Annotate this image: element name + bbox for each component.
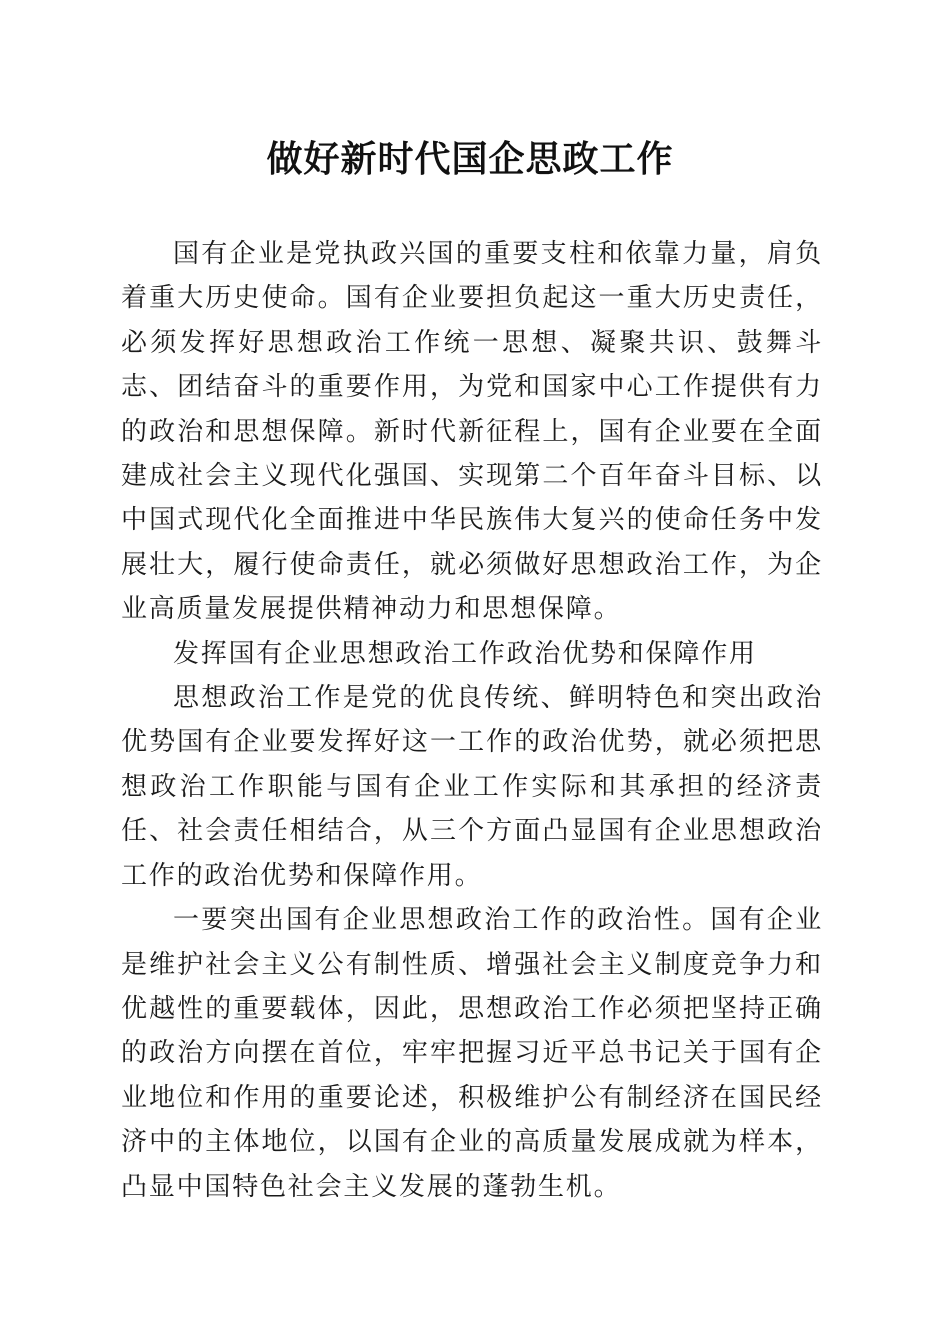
paragraph-intro: 国有企业是党执政兴国的重要支柱和依靠力量，肩负着重大历史使命。国有企业要担负起这一重大历史责任，必须发挥好思想政治工作统一思想、凝聚共识、鼓舞斗志、团结奋斗的重要作用，为党和国家中心工作提供有力的政治和思想保障。新时代新征程上，国有企业要在全面建成社会主义现代化强国、实现第二个百年奋斗目标、以中国式现代化全面推进中华民族伟大复兴的使命任务中发展壮大，履行使命责任，就必须做好思想政治工作，为企业高质量发展提供精神动力和思想保障。 [121,239,823,625]
paragraph-political-advantage: 思想政治工作是党的优良传统、鲜明特色和突出政治优势国有企业要发挥好这一工作的政治优势，就必须把思想政治工作职能与国有企业工作实际和其承担的经济责任、社会责任相结合，从三个方面凸显国有企业思想政治工作的政治优势和保障作用。 [121,683,823,891]
document-body [121,232,823,1209]
document-title: 做好新时代国企思政工作 [266,138,674,180]
section-heading: 发挥国有企业思想政治工作政治优势和保障作用 [173,638,757,669]
paragraph-first-point: 一要突出国有企业思想政治工作的政治性。国有企业是维护社会主义公有制性质、增强社会主义制度竞争力和优越性的重要载体，因此，思想政治工作必须把坚持正确的政治方向摆在首位，牢牢把握习近平总书记关于国有企业地位和作用的重要论述，积极维护公有制经济在国民经济中的主体地位，以国有企业的高质量发展成就为样本，凸显中国特色社会主义发展的蓬勃生机。 [121,905,823,1202]
